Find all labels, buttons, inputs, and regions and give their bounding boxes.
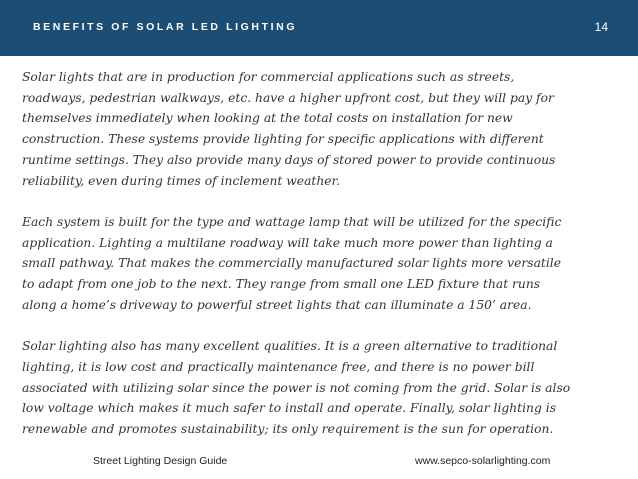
text-line: lighting, it is low cost and practically maintenance free, and there is no power bill [22,359,535,374]
text-line: roadways, pedestrian walkways, etc. have a higher upfront cost, but they will pay for [22,90,554,105]
header-bar [0,0,638,56]
text-line: to adapt from one job to the next. They range from small one LED fixture that runs [22,277,541,292]
text-line: runtime settings. They also provide many days of stored power to provide continuous [22,152,556,167]
text-line: Solar lights that are in production for commercial applications such as streets, [22,70,515,84]
text-line: along a home’s driveway to powerful street lights that can illuminate a 150’ area. [22,297,532,312]
text-line: application. Lighting a multilane roadway will take much more power than lighting a [22,235,553,250]
footer-guide-title: Street Lighting Design Guide [93,455,228,467]
text-line: themselves immediately when looking at the total costs on installation for new [22,111,513,126]
body-text [22,67,612,440]
footer-website: www.sepco-solarlighting.com [415,455,551,467]
text-line: renewable and promotes sustainability; its only requirement is the sun for operation. [22,421,554,436]
text-line: associated with utilizing solar since the power is not coming from the grid. Solar is also [22,380,571,395]
text-line: construction. These systems provide lighting for specific applications with different [22,132,544,147]
text-line: reliability, even during times of inclement weather. [22,173,340,188]
header-title: BENEFITS OF SOLAR LED LIGHTING [33,21,298,33]
text-line: small pathway. That makes the commercially manufactured solar lights more versatile [22,256,561,271]
paragraph-1 [22,67,612,191]
text-line: low voltage which makes it much safer to install and operate. Finally, solar lighting is [22,401,557,416]
text-line: Solar lighting also has many excellent qualities. It is a green alternative to traditional [22,339,558,354]
text-line: Each system is built for the type and wattage lamp that will be utilized for the specific [22,214,562,229]
page-number: 14 [594,20,608,34]
paragraph-2 [22,212,612,316]
paragraph-3 [22,336,612,440]
